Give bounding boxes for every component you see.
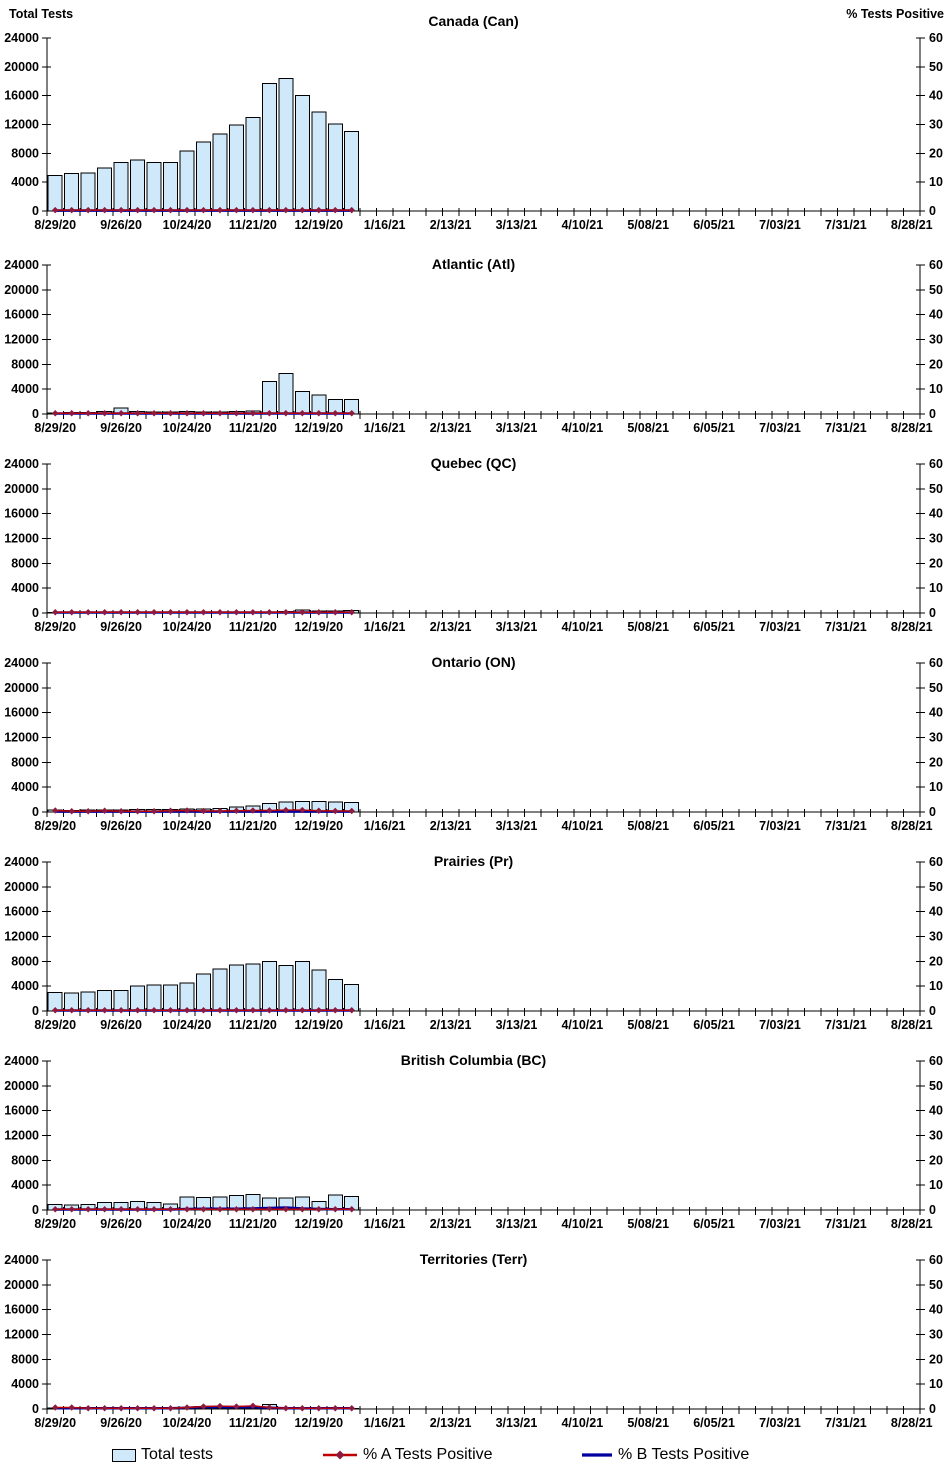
svg-text:10/24/20: 10/24/20 (162, 1416, 212, 1430)
svg-text:60: 60 (929, 31, 943, 45)
svg-text:10: 10 (929, 979, 943, 994)
svg-text:11/21/20: 11/21/20 (228, 819, 277, 833)
chart-legend (0, 1434, 947, 1476)
svg-text:8/29/20: 8/29/20 (34, 819, 77, 833)
svg-text:6/05/21: 6/05/21 (693, 1416, 735, 1430)
svg-text:20: 20 (929, 1352, 943, 1367)
svg-text:4/10/21: 4/10/21 (561, 1416, 604, 1430)
svg-text:24000: 24000 (4, 258, 39, 272)
svg-text:1/16/21: 1/16/21 (363, 620, 406, 634)
svg-text:8/29/20: 8/29/20 (34, 1217, 77, 1231)
svg-text:30: 30 (929, 117, 943, 132)
chart-plot-prairies (0, 837, 947, 1036)
svg-text:4/10/21: 4/10/21 (561, 218, 604, 232)
svg-text:16000: 16000 (4, 705, 39, 720)
svg-text:10/24/20: 10/24/20 (162, 1018, 212, 1032)
chart-plot-british-columbia (0, 1036, 947, 1235)
chart-title-atlantic: Atlantic (Atl) (431, 256, 516, 272)
chart-plot-canada (0, 0, 947, 240)
svg-text:7/31/21: 7/31/21 (825, 819, 867, 833)
svg-text:30: 30 (929, 1128, 943, 1143)
svg-text:1/16/21: 1/16/21 (363, 218, 406, 232)
svg-text:0: 0 (929, 407, 936, 421)
svg-text:8000: 8000 (11, 1153, 39, 1168)
svg-text:3/13/21: 3/13/21 (495, 1018, 538, 1032)
svg-text:20: 20 (929, 954, 943, 969)
svg-text:8000: 8000 (11, 556, 39, 571)
svg-text:9/26/20: 9/26/20 (100, 1018, 142, 1032)
svg-text:2/13/21: 2/13/21 (429, 620, 472, 634)
svg-text:40: 40 (929, 88, 943, 103)
svg-text:1/16/21: 1/16/21 (363, 1217, 406, 1231)
svg-text:8000: 8000 (11, 755, 39, 770)
svg-text:20: 20 (929, 755, 943, 770)
svg-text:0: 0 (32, 805, 39, 819)
svg-text:24000: 24000 (4, 457, 39, 471)
svg-text:16000: 16000 (4, 1302, 39, 1317)
svg-text:16000: 16000 (4, 506, 39, 521)
svg-text:2/13/21: 2/13/21 (429, 421, 472, 435)
svg-text:9/26/20: 9/26/20 (100, 819, 142, 833)
svg-text:10: 10 (929, 1377, 943, 1392)
chart-plot-quebec (0, 439, 947, 638)
svg-text:50: 50 (929, 59, 943, 74)
svg-text:0: 0 (32, 1402, 39, 1416)
legend-item-pct-b-positive (581, 1444, 749, 1466)
svg-text:5/08/21: 5/08/21 (627, 1416, 670, 1430)
svg-text:3/13/21: 3/13/21 (495, 421, 538, 435)
svg-text:8/29/20: 8/29/20 (34, 421, 77, 435)
svg-text:0: 0 (32, 1004, 39, 1018)
svg-text:8/28/21: 8/28/21 (890, 1018, 933, 1032)
svg-text:10/24/20: 10/24/20 (162, 1217, 212, 1231)
svg-text:4/10/21: 4/10/21 (561, 819, 604, 833)
svg-text:4000: 4000 (11, 780, 39, 795)
pct-a-line-diamond-icon (322, 1449, 358, 1461)
svg-text:0: 0 (929, 1004, 936, 1018)
svg-text:50: 50 (929, 1277, 943, 1292)
left-axis-title: Total Tests (9, 7, 74, 21)
svg-text:8/29/20: 8/29/20 (34, 218, 77, 232)
svg-text:40: 40 (929, 1302, 943, 1317)
legend-item-pct-a-positive (322, 1444, 493, 1466)
svg-text:4000: 4000 (11, 1377, 39, 1392)
svg-text:4000: 4000 (11, 382, 39, 397)
svg-text:20000: 20000 (4, 680, 39, 695)
svg-text:12/19/20: 12/19/20 (294, 421, 344, 435)
svg-text:9/26/20: 9/26/20 (100, 421, 142, 435)
svg-text:10: 10 (929, 382, 943, 397)
svg-text:0: 0 (929, 606, 936, 620)
svg-text:2/13/21: 2/13/21 (429, 1416, 472, 1430)
svg-text:16000: 16000 (4, 1103, 39, 1118)
svg-text:8000: 8000 (11, 146, 39, 161)
svg-text:60: 60 (929, 656, 943, 670)
svg-text:11/21/20: 11/21/20 (228, 218, 277, 232)
svg-text:60: 60 (929, 258, 943, 272)
svg-text:20000: 20000 (4, 1078, 39, 1093)
chart-panel-british-columbia (0, 1036, 947, 1235)
svg-text:10: 10 (929, 780, 943, 795)
svg-text:8000: 8000 (11, 1352, 39, 1367)
svg-text:50: 50 (929, 680, 943, 695)
svg-text:0: 0 (929, 1402, 936, 1416)
svg-text:24000: 24000 (4, 31, 39, 45)
chart-plot-territories (0, 1235, 947, 1434)
svg-text:6/05/21: 6/05/21 (693, 218, 735, 232)
chart-title-ontario: Ontario (ON) (431, 654, 516, 670)
svg-text:50: 50 (929, 1078, 943, 1093)
svg-text:24000: 24000 (4, 1054, 39, 1068)
svg-text:7/03/21: 7/03/21 (759, 1217, 801, 1231)
svg-text:24000: 24000 (4, 656, 39, 670)
svg-text:8/29/20: 8/29/20 (34, 1018, 77, 1032)
svg-text:10: 10 (929, 175, 943, 190)
pct-b-line-icon (581, 1449, 613, 1461)
right-axis-title: % Tests Positive (846, 7, 944, 21)
svg-text:4/10/21: 4/10/21 (561, 1217, 604, 1231)
svg-text:1/16/21: 1/16/21 (363, 421, 406, 435)
svg-text:50: 50 (929, 879, 943, 894)
svg-text:10/24/20: 10/24/20 (162, 819, 212, 833)
svg-text:12000: 12000 (4, 1327, 39, 1342)
svg-text:40: 40 (929, 307, 943, 322)
svg-text:4/10/21: 4/10/21 (561, 1018, 604, 1032)
svg-text:1/16/21: 1/16/21 (363, 819, 406, 833)
svg-text:7/31/21: 7/31/21 (825, 218, 867, 232)
chart-panel-ontario (0, 638, 947, 837)
svg-text:12000: 12000 (4, 929, 39, 944)
svg-text:11/21/20: 11/21/20 (228, 1217, 277, 1231)
svg-text:5/08/21: 5/08/21 (627, 1217, 670, 1231)
svg-text:7/03/21: 7/03/21 (759, 218, 801, 232)
total-tests-swatch-icon (112, 1449, 136, 1462)
svg-text:0: 0 (929, 805, 936, 819)
svg-text:6/05/21: 6/05/21 (693, 421, 735, 435)
svg-text:8/29/20: 8/29/20 (34, 1416, 77, 1430)
svg-text:4000: 4000 (11, 581, 39, 596)
svg-text:12000: 12000 (4, 332, 39, 347)
svg-text:4000: 4000 (11, 1178, 39, 1193)
svg-text:3/13/21: 3/13/21 (495, 1416, 538, 1430)
svg-text:20000: 20000 (4, 1277, 39, 1292)
svg-text:4000: 4000 (11, 175, 39, 190)
svg-text:30: 30 (929, 332, 943, 347)
svg-text:40: 40 (929, 705, 943, 720)
svg-text:4/10/21: 4/10/21 (561, 421, 604, 435)
svg-text:3/13/21: 3/13/21 (495, 620, 538, 634)
svg-text:3/13/21: 3/13/21 (495, 218, 538, 232)
svg-text:16000: 16000 (4, 307, 39, 322)
svg-text:5/08/21: 5/08/21 (627, 218, 670, 232)
svg-text:2/13/21: 2/13/21 (429, 819, 472, 833)
legend-label-total-tests: Total tests (141, 1446, 214, 1463)
svg-text:16000: 16000 (4, 904, 39, 919)
svg-text:60: 60 (929, 457, 943, 471)
svg-text:5/08/21: 5/08/21 (627, 421, 670, 435)
svg-text:4/10/21: 4/10/21 (561, 620, 604, 634)
svg-text:9/26/20: 9/26/20 (100, 620, 142, 634)
svg-text:9/26/20: 9/26/20 (100, 218, 142, 232)
chart-plot-ontario (0, 638, 947, 837)
svg-text:20000: 20000 (4, 879, 39, 894)
chart-title-prairies: Prairies (Pr) (433, 853, 514, 869)
svg-text:20: 20 (929, 1153, 943, 1168)
svg-text:20000: 20000 (4, 282, 39, 297)
svg-text:6/05/21: 6/05/21 (693, 1018, 735, 1032)
svg-text:50: 50 (929, 282, 943, 297)
svg-text:7/31/21: 7/31/21 (825, 1018, 867, 1032)
chart-panel-canada (0, 0, 947, 240)
svg-text:7/03/21: 7/03/21 (759, 1018, 801, 1032)
svg-text:12/19/20: 12/19/20 (294, 819, 344, 833)
svg-text:6/05/21: 6/05/21 (693, 620, 735, 634)
chart-title-british-columbia: British Columbia (BC) (400, 1052, 547, 1068)
svg-text:8/28/21: 8/28/21 (890, 1217, 933, 1231)
svg-text:9/26/20: 9/26/20 (100, 1416, 142, 1430)
chart-panel-atlantic (0, 240, 947, 439)
svg-text:30: 30 (929, 531, 943, 546)
svg-text:12/19/20: 12/19/20 (294, 1416, 344, 1430)
svg-text:20: 20 (929, 556, 943, 571)
svg-text:10/24/20: 10/24/20 (162, 620, 212, 634)
svg-text:7/03/21: 7/03/21 (759, 1416, 801, 1430)
chart-panel-prairies (0, 837, 947, 1036)
chart-title-canada: Canada (Can) (428, 13, 519, 29)
svg-text:5/08/21: 5/08/21 (627, 819, 670, 833)
svg-text:8/28/21: 8/28/21 (890, 1416, 933, 1430)
svg-text:20: 20 (929, 146, 943, 161)
svg-text:60: 60 (929, 1054, 943, 1068)
svg-text:11/21/20: 11/21/20 (228, 421, 277, 435)
svg-text:0: 0 (32, 1203, 39, 1217)
svg-text:8/28/21: 8/28/21 (890, 819, 933, 833)
svg-text:24000: 24000 (4, 1253, 39, 1267)
svg-text:30: 30 (929, 929, 943, 944)
svg-text:10/24/20: 10/24/20 (162, 218, 212, 232)
chart-title-territories: Territories (Terr) (419, 1251, 528, 1267)
svg-text:0: 0 (32, 407, 39, 421)
svg-text:0: 0 (32, 606, 39, 620)
svg-text:8/29/20: 8/29/20 (34, 620, 77, 634)
svg-text:10: 10 (929, 1178, 943, 1193)
svg-text:60: 60 (929, 855, 943, 869)
svg-text:0: 0 (32, 204, 39, 218)
svg-text:7/31/21: 7/31/21 (825, 421, 867, 435)
chart-panel-territories (0, 1235, 947, 1434)
svg-text:12/19/20: 12/19/20 (294, 218, 344, 232)
svg-text:24000: 24000 (4, 855, 39, 869)
svg-text:3/13/21: 3/13/21 (495, 819, 538, 833)
legend-label-pct-b-positive: % B Tests Positive (618, 1446, 750, 1463)
legend-item-total-tests (112, 1444, 213, 1466)
svg-text:7/31/21: 7/31/21 (825, 620, 867, 634)
svg-text:8000: 8000 (11, 357, 39, 372)
svg-text:8/28/21: 8/28/21 (890, 620, 933, 634)
svg-text:1/16/21: 1/16/21 (363, 1018, 406, 1032)
svg-text:6/05/21: 6/05/21 (693, 819, 735, 833)
svg-text:2/13/21: 2/13/21 (429, 218, 472, 232)
svg-text:3/13/21: 3/13/21 (495, 1217, 538, 1231)
svg-text:30: 30 (929, 730, 943, 745)
svg-text:7/03/21: 7/03/21 (759, 620, 801, 634)
svg-text:2/13/21: 2/13/21 (429, 1217, 472, 1231)
svg-text:7/03/21: 7/03/21 (759, 421, 801, 435)
svg-text:16000: 16000 (4, 88, 39, 103)
svg-text:5/08/21: 5/08/21 (627, 620, 670, 634)
svg-text:7/03/21: 7/03/21 (759, 819, 801, 833)
svg-text:11/21/20: 11/21/20 (228, 1416, 277, 1430)
svg-text:11/21/20: 11/21/20 (228, 1018, 277, 1032)
svg-text:12000: 12000 (4, 531, 39, 546)
svg-text:8000: 8000 (11, 954, 39, 969)
svg-text:1/16/21: 1/16/21 (363, 1416, 406, 1430)
svg-text:4000: 4000 (11, 979, 39, 994)
svg-text:20000: 20000 (4, 481, 39, 496)
svg-text:6/05/21: 6/05/21 (693, 1217, 735, 1231)
svg-text:9/26/20: 9/26/20 (100, 1217, 142, 1231)
svg-text:60: 60 (929, 1253, 943, 1267)
svg-text:2/13/21: 2/13/21 (429, 1018, 472, 1032)
svg-text:11/21/20: 11/21/20 (228, 620, 277, 634)
svg-text:12/19/20: 12/19/20 (294, 620, 344, 634)
svg-text:7/31/21: 7/31/21 (825, 1217, 867, 1231)
svg-text:12/19/20: 12/19/20 (294, 1217, 344, 1231)
svg-text:20: 20 (929, 357, 943, 372)
chart-panel-quebec (0, 439, 947, 638)
svg-text:10/24/20: 10/24/20 (162, 421, 212, 435)
svg-text:12/19/20: 12/19/20 (294, 1018, 344, 1032)
svg-text:12000: 12000 (4, 1128, 39, 1143)
svg-text:40: 40 (929, 904, 943, 919)
svg-text:40: 40 (929, 506, 943, 521)
svg-text:40: 40 (929, 1103, 943, 1118)
svg-text:5/08/21: 5/08/21 (627, 1018, 670, 1032)
svg-text:30: 30 (929, 1327, 943, 1342)
svg-text:8/28/21: 8/28/21 (890, 421, 933, 435)
svg-text:12000: 12000 (4, 117, 39, 132)
svg-text:8/28/21: 8/28/21 (890, 218, 933, 232)
svg-text:10: 10 (929, 581, 943, 596)
svg-text:20000: 20000 (4, 59, 39, 74)
svg-text:0: 0 (929, 204, 936, 218)
svg-text:12000: 12000 (4, 730, 39, 745)
legend-label-pct-a-positive: % A Tests Positive (363, 1446, 493, 1463)
svg-text:50: 50 (929, 481, 943, 496)
svg-text:0: 0 (929, 1203, 936, 1217)
chart-title-quebec: Quebec (QC) (430, 455, 517, 471)
svg-text:7/31/21: 7/31/21 (825, 1416, 867, 1430)
chart-plot-atlantic (0, 240, 947, 439)
